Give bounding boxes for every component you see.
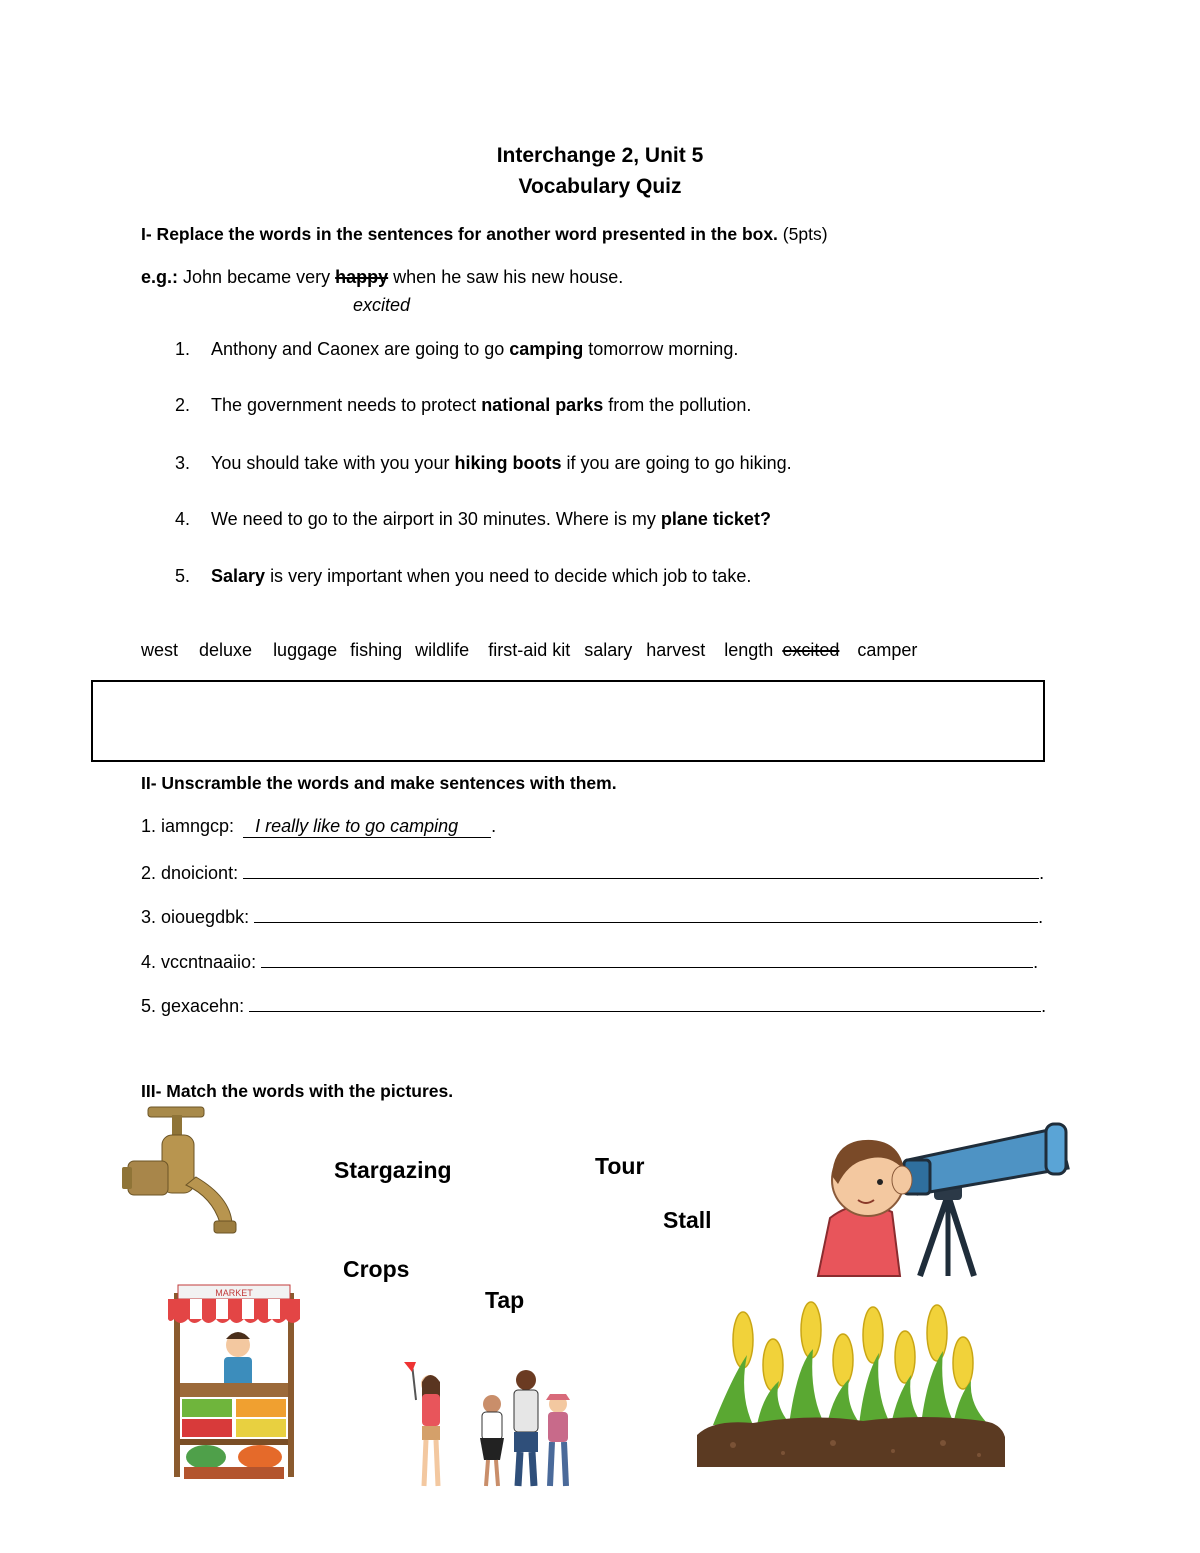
word-bank-item: camper bbox=[857, 640, 918, 660]
unscramble-row bbox=[141, 816, 496, 838]
word-bank-item: length bbox=[724, 640, 774, 660]
stall-sign-text: MARKET bbox=[215, 1288, 253, 1298]
unscramble-row bbox=[141, 860, 1044, 884]
item-before: You should take with you your bbox=[211, 453, 450, 473]
end-mark: . bbox=[1041, 996, 1047, 1016]
sentence-item bbox=[175, 339, 738, 360]
match-word-stargazing: Stargazing bbox=[334, 1157, 452, 1183]
word-bank-item: luggage bbox=[273, 640, 338, 660]
match-word-tap: Tap bbox=[485, 1287, 525, 1313]
item-after: is very important when you need to decide which job to take. bbox=[270, 566, 752, 586]
unscramble-answer-line[interactable] bbox=[261, 949, 1033, 968]
example-prefix: e.g.: bbox=[141, 267, 179, 287]
word-bank-item: west bbox=[141, 640, 179, 660]
item-number: 2. bbox=[175, 395, 191, 415]
word-bank-item: salary bbox=[584, 640, 633, 660]
item-bold-word: plane ticket? bbox=[660, 509, 771, 529]
unscramble-row bbox=[141, 949, 1038, 973]
page-subtitle: Vocabulary Quiz bbox=[518, 175, 682, 198]
section1-heading-text: I- Replace the words in the sentences for another word presented in the box. bbox=[141, 224, 778, 244]
item-number: 4. bbox=[175, 509, 191, 529]
section2-heading: II- Unscramble the words and make sentences with them. bbox=[141, 773, 617, 793]
end-mark: . bbox=[1039, 863, 1045, 883]
answer-box[interactable] bbox=[91, 680, 1045, 762]
unscramble-row bbox=[141, 993, 1046, 1017]
item-after: from the pollution. bbox=[608, 395, 752, 415]
item-before: Anthony and Caonex are going to go bbox=[211, 339, 505, 359]
item-after: tomorrow morning. bbox=[588, 339, 739, 359]
item-bold-word: Salary bbox=[211, 566, 266, 586]
unscramble-label: 5. gexacehn: bbox=[141, 996, 245, 1016]
tour-group-picture bbox=[400, 1360, 575, 1492]
word-bank-item-crossed: excited bbox=[782, 640, 840, 660]
example-replacement: excited bbox=[353, 295, 411, 315]
unscramble-answer-line[interactable] bbox=[243, 860, 1039, 879]
match-word-stall: Stall bbox=[663, 1207, 712, 1233]
match-word-tour: Tour bbox=[595, 1153, 645, 1179]
unscramble-row bbox=[141, 904, 1043, 928]
sentence-item bbox=[175, 566, 751, 587]
word-bank-item: wildlife bbox=[415, 640, 470, 660]
item-before: We need to go to the airport in 30 minutes. Where is my bbox=[211, 509, 656, 529]
unscramble-answer[interactable]: I really like to go camping bbox=[243, 816, 491, 838]
end-mark: . bbox=[491, 816, 497, 836]
unscramble-answer-line[interactable] bbox=[249, 993, 1041, 1012]
section1-points: (5pts) bbox=[782, 224, 828, 244]
word-bank bbox=[141, 640, 917, 661]
page-title: Interchange 2, Unit 5 bbox=[496, 144, 704, 167]
sentence-item bbox=[175, 453, 792, 474]
word-bank-item: harvest bbox=[646, 640, 706, 660]
item-bold-word: camping bbox=[509, 339, 584, 359]
item-after: if you are going to go hiking. bbox=[566, 453, 792, 473]
end-mark: . bbox=[1033, 952, 1039, 972]
end-mark: . bbox=[1038, 907, 1044, 927]
example-sentence bbox=[141, 267, 623, 288]
corn-crops-picture bbox=[693, 1295, 1008, 1470]
section3-heading: III- Match the words with the pictures. bbox=[141, 1081, 454, 1101]
word-bank-item: deluxe bbox=[199, 640, 253, 660]
sentence-item bbox=[175, 509, 771, 530]
item-bold-word: hiking boots bbox=[454, 453, 562, 473]
sentence-item bbox=[175, 395, 751, 416]
item-number: 1. bbox=[175, 339, 191, 359]
match-word-crops: Crops bbox=[343, 1256, 410, 1282]
section1-heading bbox=[141, 224, 828, 245]
tap-picture bbox=[120, 1105, 240, 1240]
example-before: John became very bbox=[183, 267, 331, 287]
unscramble-label: 1. iamngcp: bbox=[141, 816, 235, 836]
item-number: 5. bbox=[175, 566, 191, 586]
word-bank-item: first-aid kit bbox=[488, 640, 571, 660]
market-stall-picture bbox=[168, 1283, 300, 1483]
item-bold-word: national parks bbox=[481, 395, 604, 415]
unscramble-label: 2. dnoiciont: bbox=[141, 863, 239, 883]
word-bank-item: fishing bbox=[350, 640, 403, 660]
example-after: when he saw his new house. bbox=[393, 267, 624, 287]
telescope-boy-picture bbox=[808, 1120, 1073, 1278]
unscramble-label: 3. oiouegdbk: bbox=[141, 907, 250, 927]
item-number: 3. bbox=[175, 453, 191, 473]
unscramble-label: 4. vccntnaaiio: bbox=[141, 952, 257, 972]
item-before: The government needs to protect bbox=[211, 395, 477, 415]
unscramble-answer-line[interactable] bbox=[254, 904, 1038, 923]
example-crossed-word: happy bbox=[335, 267, 389, 287]
